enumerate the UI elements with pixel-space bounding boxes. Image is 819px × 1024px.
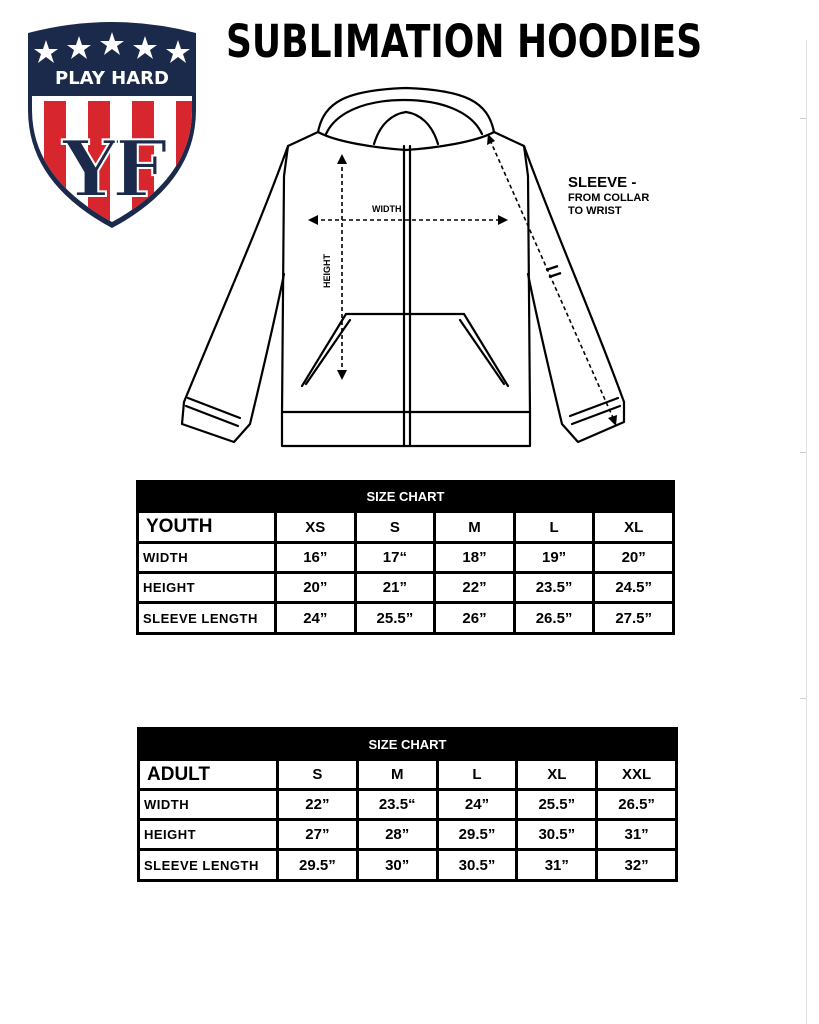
header-row <box>138 512 674 543</box>
chart-title: SIZE CHART <box>139 729 677 760</box>
group-label: ADULT <box>139 760 278 790</box>
table-cell: 31” <box>517 850 597 881</box>
table-cell: 22” <box>278 790 358 820</box>
table-cell: 27.5” <box>594 603 674 634</box>
table-cell: 28” <box>357 820 437 850</box>
table-row <box>139 850 677 881</box>
height-label: HEIGHT <box>322 253 332 288</box>
table-cell: 24” <box>437 790 517 820</box>
table-cell: 18” <box>435 543 515 573</box>
sleeve-note-line1: FROM COLLAR <box>568 192 650 204</box>
table-cell: 20” <box>276 573 356 603</box>
table-cell: 27” <box>278 820 358 850</box>
size-header: XXL <box>597 760 677 790</box>
table-cell: 30.5” <box>437 850 517 881</box>
table-row <box>138 573 674 603</box>
table-cell: 25.5” <box>517 790 597 820</box>
page-title: SUBLIMATION HOODIES <box>226 15 703 68</box>
table-cell: 26.5” <box>514 603 594 634</box>
table-cell: 24” <box>276 603 356 634</box>
table-cell: 20” <box>594 543 674 573</box>
page-edge-tick <box>800 452 806 453</box>
page-edge-tick <box>800 698 806 699</box>
sleeve-note-title: SLEEVE - <box>568 174 637 191</box>
table-cell: 17“ <box>355 543 435 573</box>
size-header: XS <box>276 512 356 543</box>
row-label: WIDTH <box>138 543 276 573</box>
logo-monogram: YF <box>62 124 162 215</box>
table-cell: 29.5” <box>437 820 517 850</box>
table-row <box>139 790 677 820</box>
row-label: HEIGHT <box>138 573 276 603</box>
table-cell: 26.5” <box>597 790 677 820</box>
row-label: SLEEVE LENGTH <box>139 850 278 881</box>
sleeve-note-line2: TO WRIST <box>568 205 622 217</box>
size-header: M <box>435 512 515 543</box>
table-cell: 23.5” <box>514 573 594 603</box>
table-cell: 22” <box>435 573 515 603</box>
youth-size-chart <box>136 480 675 635</box>
table-row <box>138 603 674 634</box>
page-edge-tick <box>800 118 806 119</box>
size-header: M <box>357 760 437 790</box>
table-cell: 23.5“ <box>357 790 437 820</box>
table-cell: 29.5” <box>278 850 358 881</box>
width-label: WIDTH <box>372 204 402 214</box>
logo-text: PLAY HARD <box>55 68 169 89</box>
table-cell: 21” <box>355 573 435 603</box>
table-cell: 32” <box>597 850 677 881</box>
table-cell: 24.5” <box>594 573 674 603</box>
row-label: HEIGHT <box>139 820 278 850</box>
size-header: L <box>514 512 594 543</box>
table-cell: 26” <box>435 603 515 634</box>
row-label: SLEEVE LENGTH <box>138 603 276 634</box>
size-header: XL <box>594 512 674 543</box>
table-cell: 16” <box>276 543 356 573</box>
table-cell: 31” <box>597 820 677 850</box>
page-edge-divider <box>806 40 807 1024</box>
header-row <box>139 760 677 790</box>
size-header: S <box>355 512 435 543</box>
table-cell: 30.5” <box>517 820 597 850</box>
size-header: L <box>437 760 517 790</box>
table-cell: 19” <box>514 543 594 573</box>
adult-size-chart <box>137 727 678 882</box>
table-cell: 30” <box>357 850 437 881</box>
chart-title-row <box>139 729 677 760</box>
row-label: WIDTH <box>139 790 278 820</box>
table-row <box>138 543 674 573</box>
chart-title: SIZE CHART <box>138 482 674 512</box>
table-row <box>139 820 677 850</box>
hoodie-diagram <box>176 84 636 456</box>
sleeve-note <box>568 174 649 218</box>
size-header: S <box>278 760 358 790</box>
size-header: XL <box>517 760 597 790</box>
group-label: YOUTH <box>138 512 276 543</box>
play-hard-logo <box>24 18 200 228</box>
table-cell: 25.5” <box>355 603 435 634</box>
chart-title-row <box>138 482 674 512</box>
